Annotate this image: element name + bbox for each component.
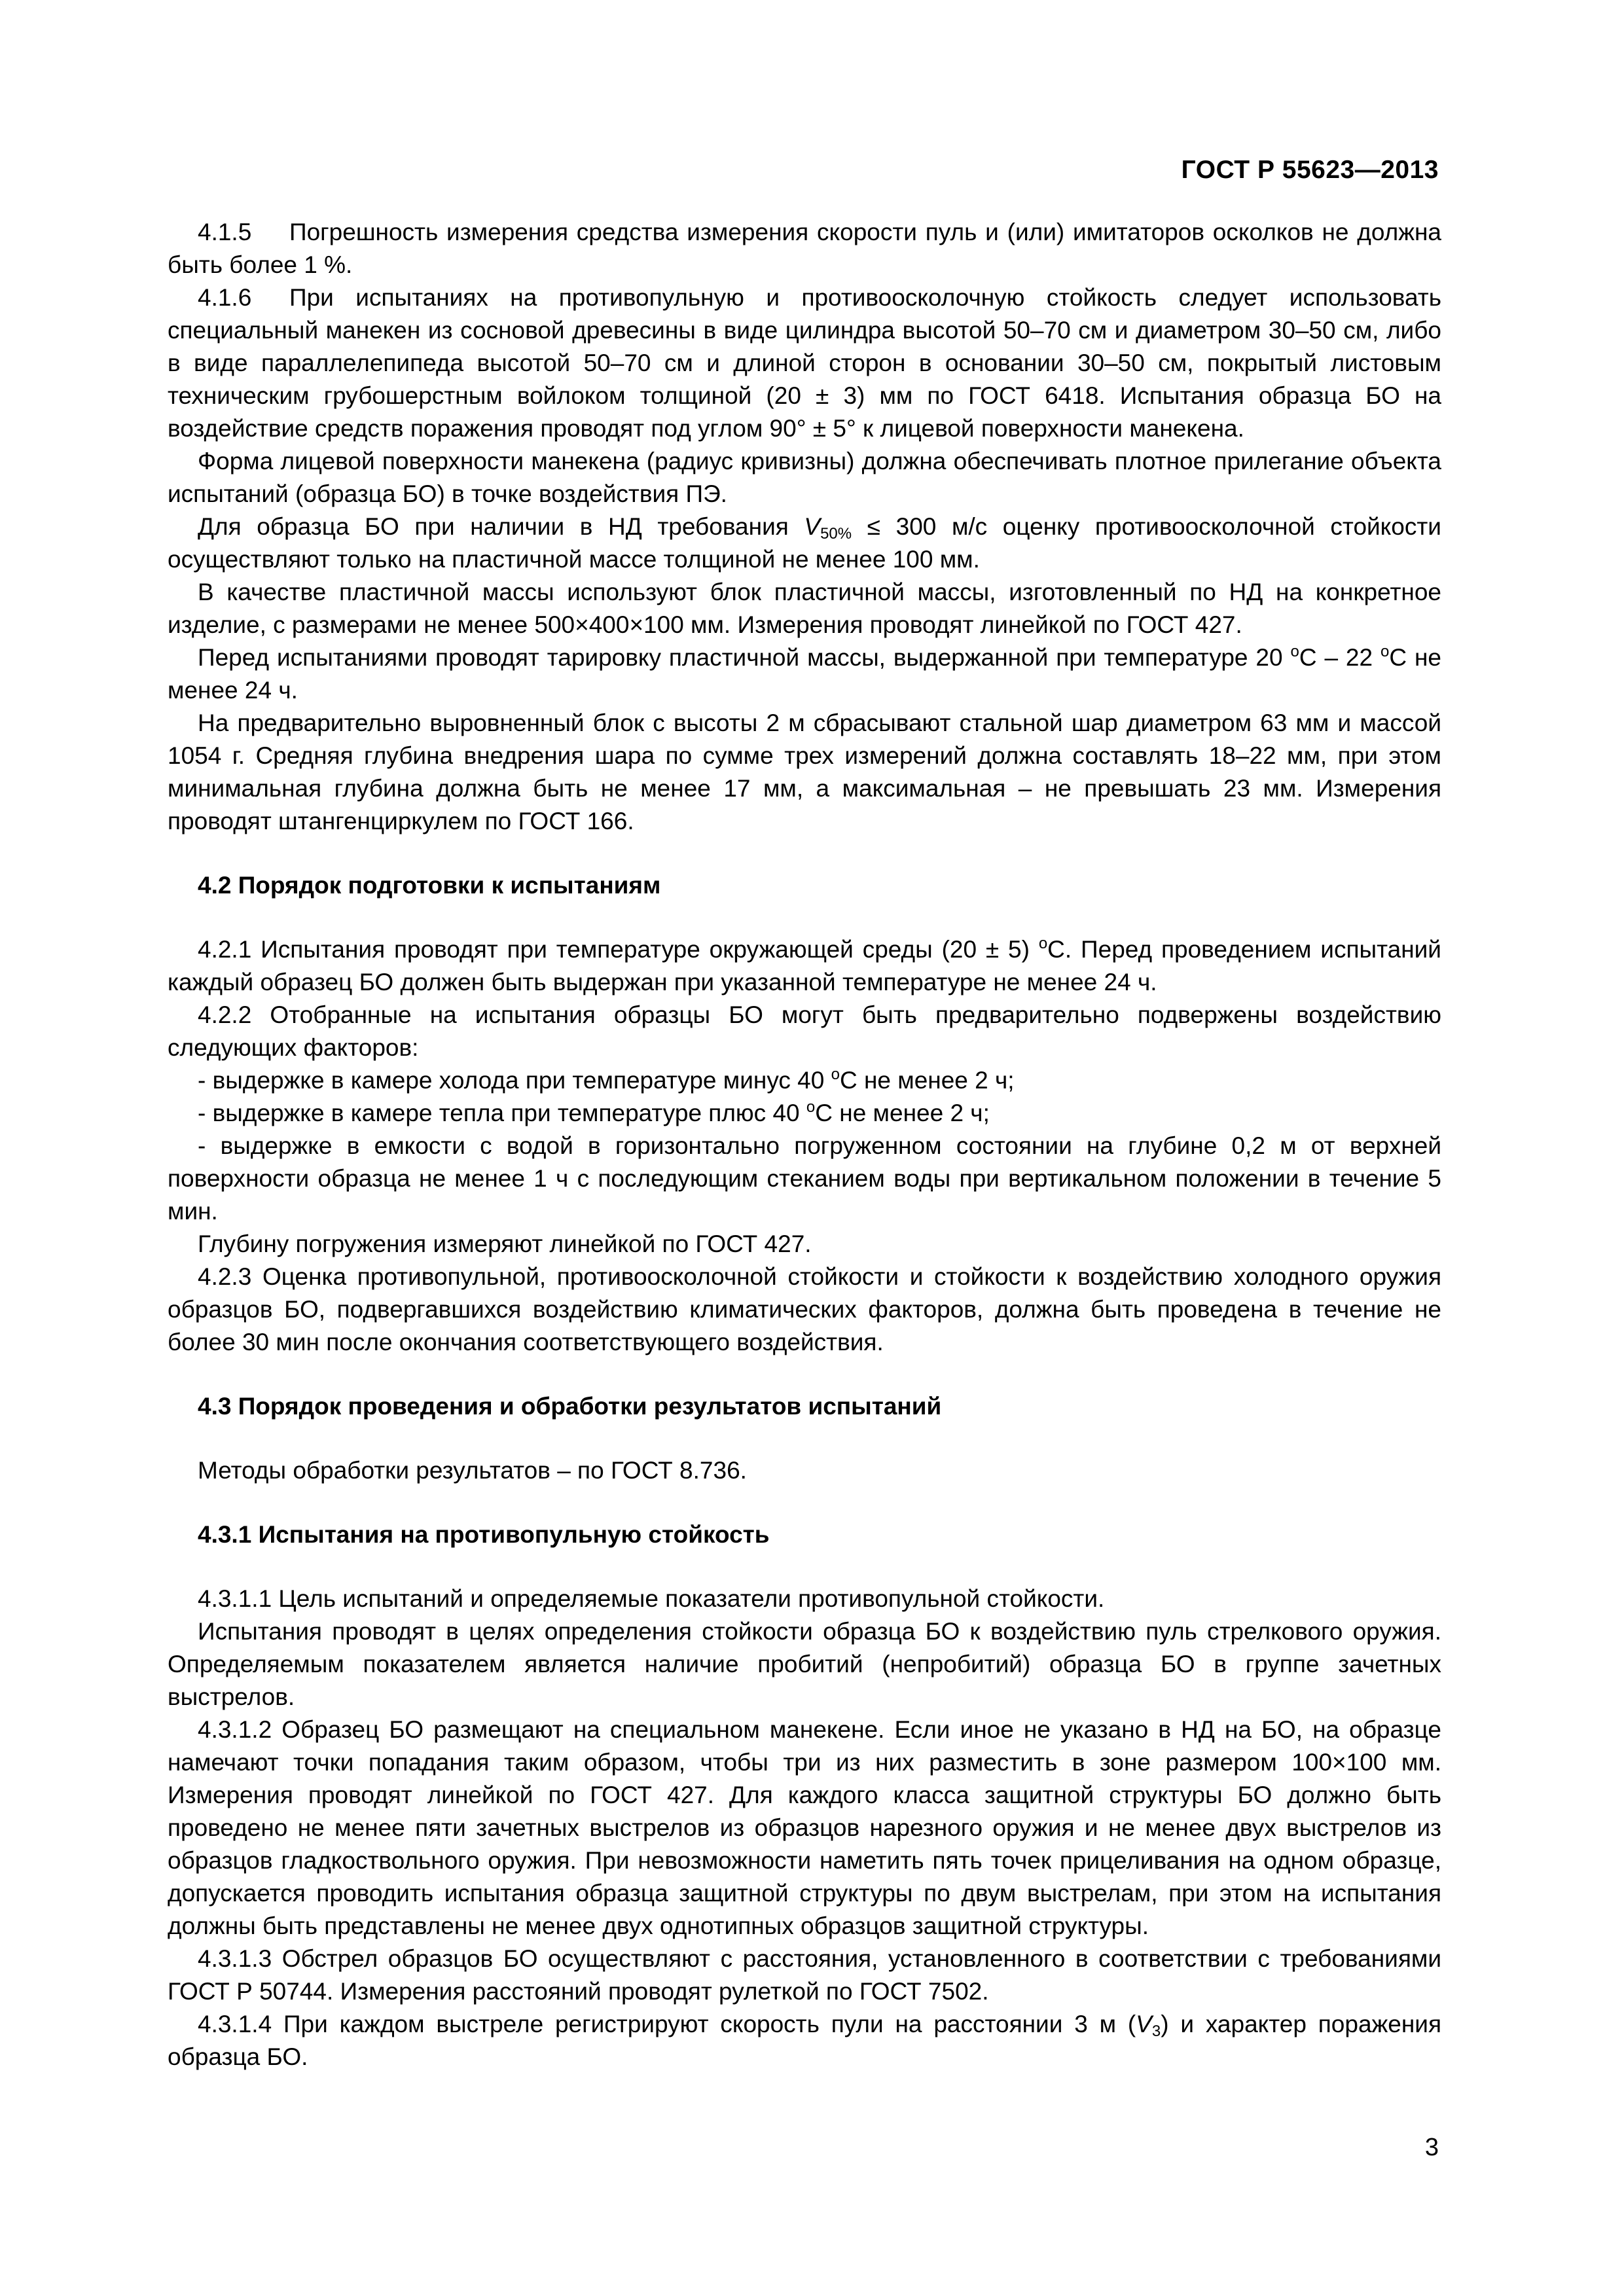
clause-number: 4.1.6	[198, 284, 252, 311]
paragraph-immersion-depth: Глубину погружения измеряют линейкой по ГОСТ 427.	[198, 1230, 812, 1257]
section-heading-4-2: 4.2 Порядок подготовки к испытаниям	[198, 872, 661, 899]
paragraph-4-3-1-2: 4.3.1.2 Образец БО размещают на специальном манекене. Если иное не указано в НД на БО, на образце намечают точки попадания таким образом, чтобы три из них разместить в зоне размером 100×100 мм. Измерения проводят линейкой по ГОСТ 427. Для каждого класса защитной структуры БО должно быть проведено не менее пяти зачетных выстрелов из образцов нарезного оружия и не менее двух выстрелов из образцов гладкоствольного оружия. При невозможности наметить пять точек прицеливания на одном образце, допускается проводить испытания образца защитной структуры по двум выстрелам, при этом на испытания должны быть представлены не менее двух однотипных образцов защитной структуры.	[168, 1716, 1441, 1939]
paragraph-4-3-1-3: 4.3.1.3 Обстрел образцов БО осуществляют с расстояния, установленного в соответствии с требованиями ГОСТ Р 50744. Измерения расстояний проводят рулеткой по ГОСТ 7502.	[168, 1945, 1441, 2005]
paragraph-4-3-1-4: 4.3.1.4 При каждом выстреле регистрируют скорость пули на расстоянии 3 м $(V_3)$ и характер поражения образца БО.	[168, 2011, 1441, 2070]
paragraph-4-2-1: 4.2.1 Испытания проводят при температуре окружающей среды (20 ± 5) $^о$С. Перед проведением испытаний каждый образец БО должен быть выдержан при указанной температуре не менее 24 ч.	[168, 935, 1441, 996]
paragraph-mannequin-form: Форма лицевой поверхности манекена (радиус кривизны) должна обеспечивать плотное прилегание объекта испытаний (образца БО) в точке воздействия ПЭ.	[168, 448, 1441, 507]
clause-text: Погрешность измерения средства измерения скорости пуль и (или) имитаторов осколков не должна быть более 1 %.	[168, 219, 1441, 278]
paragraph-test-goal: Испытания проводят в целях определения стойкости образца БО к воздействию пуль стрелкового оружия. Определяемым показателем является наличие пробитий (непробитий) образца БО в группе зачетных выстрелов.	[168, 1618, 1441, 1710]
section-heading-4-3-1: 4.3.1 Испытания на противопульную стойкость	[198, 1521, 770, 1548]
list-item-water: - выдержке в емкости с водой в горизонтально погруженном состоянии на глубине 0,2 м от верхней поверхности образца не менее 1 ч с последующим стеканием воды при вертикальном положении в течение 5 мин.	[168, 1132, 1441, 1225]
paragraph-4-1-6	[168, 281, 1441, 445]
clause-number: 4.1.5	[198, 219, 252, 245]
paragraph-calibration: Перед испытаниями проводят тарировку пластичной массы, выдержанной при температуре 20 $^о$С – 22 $^о$С не менее 24 ч.	[168, 643, 1441, 704]
paragraph-4-3-1-1: 4.3.1.1 Цель испытаний и определяемые показатели противопульной стойкости.	[198, 1585, 1105, 1612]
paragraph-v50-requirement: Для образца БО при наличии в НД требования $V_{50\%} \le 300$ м/с оценку противоосколочной стойкости осуществляют только на пластичной массе толщиной не менее 100 мм.	[168, 513, 1441, 573]
document-code-header: ГОСТ Р 55623—2013	[1181, 156, 1439, 184]
paragraph-4-2-2: 4.2.2 Отобранные на испытания образцы БО могут быть предварительно подвержены воздействию следующих факторов:	[168, 1001, 1441, 1061]
document-body	[168, 216, 1441, 2073]
list-item-cold: - выдержке в камере холода при температуре минус 40 $^о$С не менее 2 ч;	[198, 1066, 1015, 1094]
paragraph-plastic-mass: В качестве пластичной массы используют блок пластичной массы, изготовленный по НД на конкретное изделие, с размерами не менее 500×400×100 мм. Измерения проводят линейкой по ГОСТ 427.	[168, 579, 1441, 638]
list-item-heat: - выдержке в камере тепла при температуре плюс 40 $^о$С не менее 2 ч;	[198, 1098, 990, 1126]
paragraph-processing-methods: Методы обработки результатов – по ГОСТ 8.736.	[198, 1457, 747, 1484]
clause-text: При испытаниях на противопульную и противоосколочную стойкость следует использовать специальный манекен из сосновой древесины в виде цилиндра высотой 50–70 см и диаметром 30–50 см, либо в виде параллелепипеда высотой 50–70 см и длиной сторон в основании 30–50 см, покрытый листовым техническим грубошерстным войлоком толщиной (20 ± 3) мм по ГОСТ 6418. Испытания образца БО на воздействие средств поражения проводят под углом 90° ± 5° к лицевой поверхности манекена.	[168, 284, 1441, 442]
paragraph-steel-ball: На предварительно выровненный блок с высоты 2 м сбрасывают стальной шар диаметром 63 мм и массой 1054 г. Средняя глубина внедрения шара по сумме трех измерений должна составлять 18–22 мм, при этом минимальная глубина должна быть не менее 17 мм, а максимальная – не превышать 23 мм. Измерения проводят штангенциркулем по ГОСТ 166.	[168, 709, 1441, 834]
paragraph-4-1-5	[168, 216, 1441, 281]
page-number: 3	[1424, 2134, 1439, 2161]
section-heading-4-3: 4.3 Порядок проведения и обработки результатов испытаний	[198, 1393, 942, 1420]
paragraph-4-2-3: 4.2.3 Оценка противопульной, противоосколочной стойкости и стойкости к воздействию холодного оружия образцов БО, подвергавшихся воздействию климатических факторов, должна быть проведена в течение не более 30 мин после окончания соответствующего воздействия.	[168, 1263, 1441, 1355]
